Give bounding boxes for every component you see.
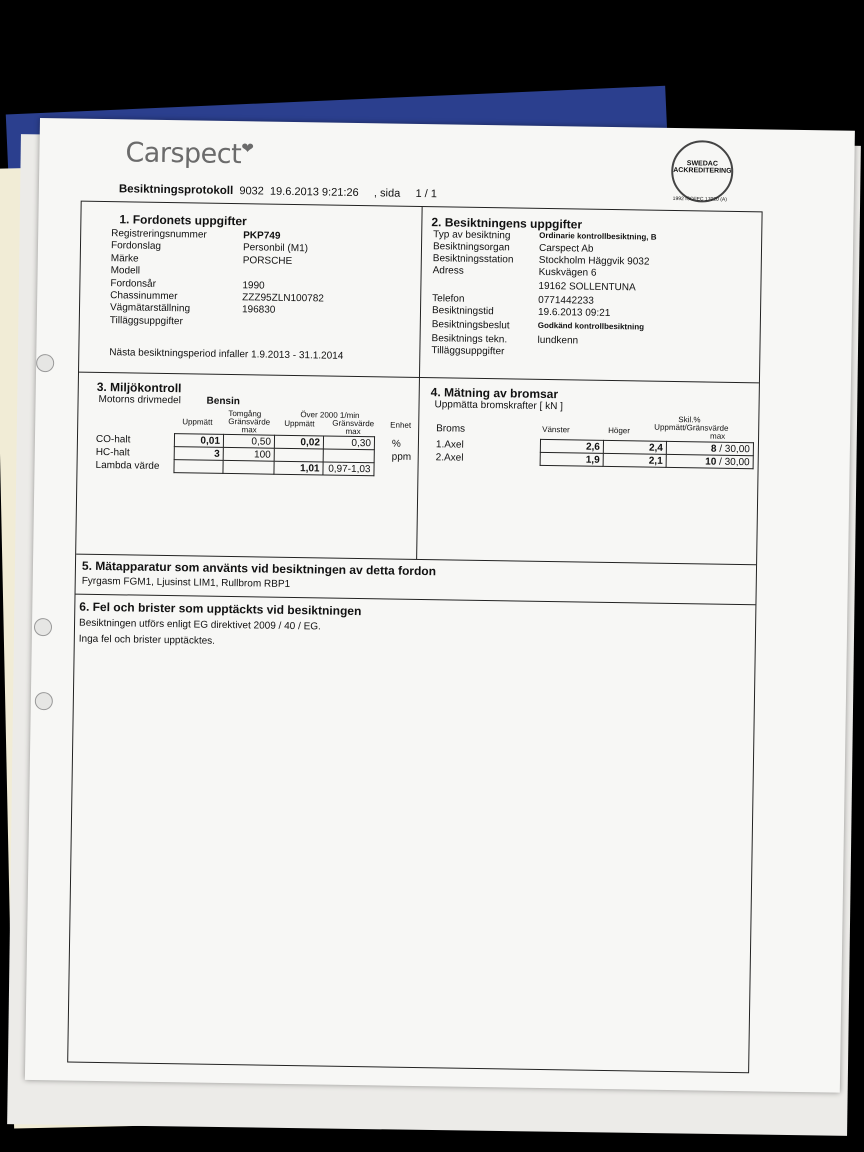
equipment-section-title: 5. Mätapparatur som använts vid besiktningen av detta fordon <box>81 558 437 579</box>
inspection-field-label: Besiktnings tekn. <box>431 333 508 346</box>
vehicle-field-value: ZZZ95ZLN100782 <box>242 292 324 305</box>
brake-diff-value: 10 <box>705 455 717 468</box>
env-cell-high-meas <box>274 448 323 462</box>
brake-diff-limit: / 30,00 <box>719 443 750 455</box>
brake-table-row <box>540 452 753 468</box>
inspection-field-label: Typ av besiktning <box>433 229 511 242</box>
high-rpm-label: Över 2000 1/min <box>300 410 360 421</box>
inspection-field-value: Ordinarie kontrollbesiktning, B <box>539 230 657 242</box>
inspection-section-title: 2. Besiktningens uppgifter <box>431 215 583 232</box>
env-row-label: HC-halt <box>95 446 130 459</box>
carspect-logo: Carspect❤ <box>125 137 254 171</box>
vehicle-field-label: Registreringsnummer <box>111 228 207 241</box>
vehicle-field-label: Fordonsår <box>110 277 157 290</box>
env-row-label: CO-halt <box>95 433 131 446</box>
protocol-datetime: 19.6.2013 9:21:26 <box>269 185 359 200</box>
vehicle-field-label: Tilläggsuppgifter <box>109 314 183 328</box>
inspection-field-value: Stockholm Häggvik 9032 <box>538 254 650 268</box>
brake-cell-diff <box>666 454 753 468</box>
env-table-row <box>174 460 374 476</box>
brake-cell-right: 2,4 <box>603 440 666 454</box>
env-cell-idle-meas: 0,01 <box>174 434 223 448</box>
vehicle-field-value: PKP749 <box>243 230 281 242</box>
vehicle-field-label: Fordonslag <box>110 240 162 253</box>
brakes-col-brake: Broms <box>436 423 466 435</box>
env-cell-high-limit: 0,30 <box>323 436 374 450</box>
env-cell-high-limit <box>323 449 374 463</box>
next-period-text: Nästa besiktningsperiod infaller 1.9.2013 - 31.1.2014 <box>109 347 344 362</box>
brakes-table <box>540 439 754 469</box>
env-row-label: Lambda värde <box>95 459 160 472</box>
vehicle-field-label: Märke <box>110 252 139 265</box>
drive-label: Motorns drivmedel <box>98 393 181 407</box>
punch-hole <box>35 692 53 710</box>
env-row-unit: % <box>391 438 401 450</box>
inspection-field-label: Tilläggsuppgifter <box>431 345 505 358</box>
inspection-field-label: Besiktningstid <box>431 305 494 318</box>
brakes-col-max: max <box>710 431 726 441</box>
col-unit: Enhet <box>390 420 412 430</box>
defects-line-1: Besiktningen utförs enligt EG direktivet 2009 / 40 / EG. <box>78 617 321 633</box>
inspection-field-label: Telefon <box>432 293 465 305</box>
col-limit-high: Gränsvärde max <box>332 418 375 437</box>
brakes-col-right: Höger <box>608 425 631 436</box>
defects-line-2: Inga fel och brister upptäcktes. <box>78 633 216 647</box>
vehicle-field-label: Chassinummer <box>110 290 178 303</box>
col-measured-idle: Uppmätt <box>182 417 213 427</box>
vehicle-field-value: PORSCHE <box>242 255 293 267</box>
environment-section-title: 3. Miljökontroll <box>96 379 182 396</box>
brake-row-label: 1.Axel <box>435 439 464 451</box>
divider-vertical-top <box>416 207 423 559</box>
inspection-field-value: lundkenn <box>537 334 579 347</box>
punch-hole <box>36 354 54 372</box>
inspection-field-label: Besiktningsbeslut <box>431 319 510 332</box>
env-cell-idle-meas: 3 <box>174 447 223 461</box>
env-cell-high-meas: 0,02 <box>274 435 323 449</box>
inspection-field-label: Adress <box>432 265 464 277</box>
env-cell-idle-limit <box>223 460 274 474</box>
vehicle-field-value: 196830 <box>241 304 276 317</box>
protocol-header <box>119 183 437 200</box>
env-cell-high-limit: 0,97-1,03 <box>323 462 374 476</box>
brake-diff-value: 8 <box>710 443 717 455</box>
page-label: , sida <box>373 187 401 200</box>
equipment-text: Fyrgasm FGM1, Ljusinst LIM1, Rullbrom RBP1 <box>81 575 291 590</box>
inspection-field-value: 19.6.2013 09:21 <box>537 306 611 319</box>
idle-label: Tomgång <box>228 408 262 419</box>
brake-cell-left: 1,9 <box>540 452 603 466</box>
vehicle-section-title: 1. Fordonets uppgifter <box>119 212 247 229</box>
vehicle-field-value: Personbil (M1) <box>242 242 309 255</box>
env-row-unit: ppm <box>391 451 412 463</box>
brake-row-label: 2.Axel <box>435 452 464 464</box>
vehicle-field-label: Vägmätarställning <box>109 302 191 315</box>
seal-text: SWEDAC ACKREDITERING <box>673 160 732 175</box>
inspection-field-label: Besiktningsstation <box>432 253 514 266</box>
brakes-section-title: 4. Mätning av bromsar <box>430 385 559 402</box>
inspection-field-label: Besiktningsorgan <box>432 241 510 254</box>
col-limit-idle: Gränsvärde max <box>228 416 271 435</box>
punch-hole <box>34 618 52 636</box>
defects-section-title: 6. Fel och brister som upptäckts vid besiktningen <box>79 599 362 619</box>
protocol-title: Besiktningsprotokoll <box>118 183 234 198</box>
page-value: 1 / 1 <box>415 187 438 201</box>
station-number: 9032 <box>239 185 264 198</box>
inspection-field-value: 19162 SOLLENTUNA <box>538 280 636 294</box>
env-cell-high-meas: 1,01 <box>274 461 323 475</box>
inspection-protocol-page <box>25 118 855 1093</box>
vehicle-field-label: Modell <box>110 265 141 277</box>
brake-cell-diff <box>666 441 753 455</box>
brakes-subtitle: Uppmätta bromskrafter [ kN ] <box>434 399 563 413</box>
brakes-col-diff2: Uppmätt/Gränsvärde <box>654 422 729 433</box>
col-measured-high: Uppmätt <box>284 418 315 429</box>
seal-subtext: 1992 ISO/IEC 17020 (A) <box>672 195 727 203</box>
brake-diff-limit: / 30,00 <box>719 456 750 468</box>
inspection-field-value: Kuskvägen 6 <box>538 266 597 279</box>
protocol-frame <box>67 201 762 1074</box>
inspection-field-value: 0771442233 <box>538 294 594 307</box>
env-cell-idle-limit: 100 <box>223 447 274 461</box>
environment-table <box>173 433 375 476</box>
env-cell-idle-meas <box>174 460 223 474</box>
inspection-field-value: Godkänd kontrollbesiktning <box>537 320 645 332</box>
env-cell-idle-limit: 0,50 <box>223 434 274 448</box>
inspection-field-value: Carspect Ab <box>538 242 594 255</box>
brakes-col-left: Vänster <box>542 424 570 435</box>
brake-cell-left: 2,6 <box>540 439 603 453</box>
swedac-seal <box>671 140 734 203</box>
drive-value: Bensin <box>206 395 240 408</box>
brake-cell-right: 2,1 <box>603 453 666 467</box>
brakes-col-diff: Skil.% <box>678 415 701 425</box>
vehicle-field-value: 1990 <box>242 279 265 292</box>
heart-icon: ❤ <box>241 139 254 158</box>
